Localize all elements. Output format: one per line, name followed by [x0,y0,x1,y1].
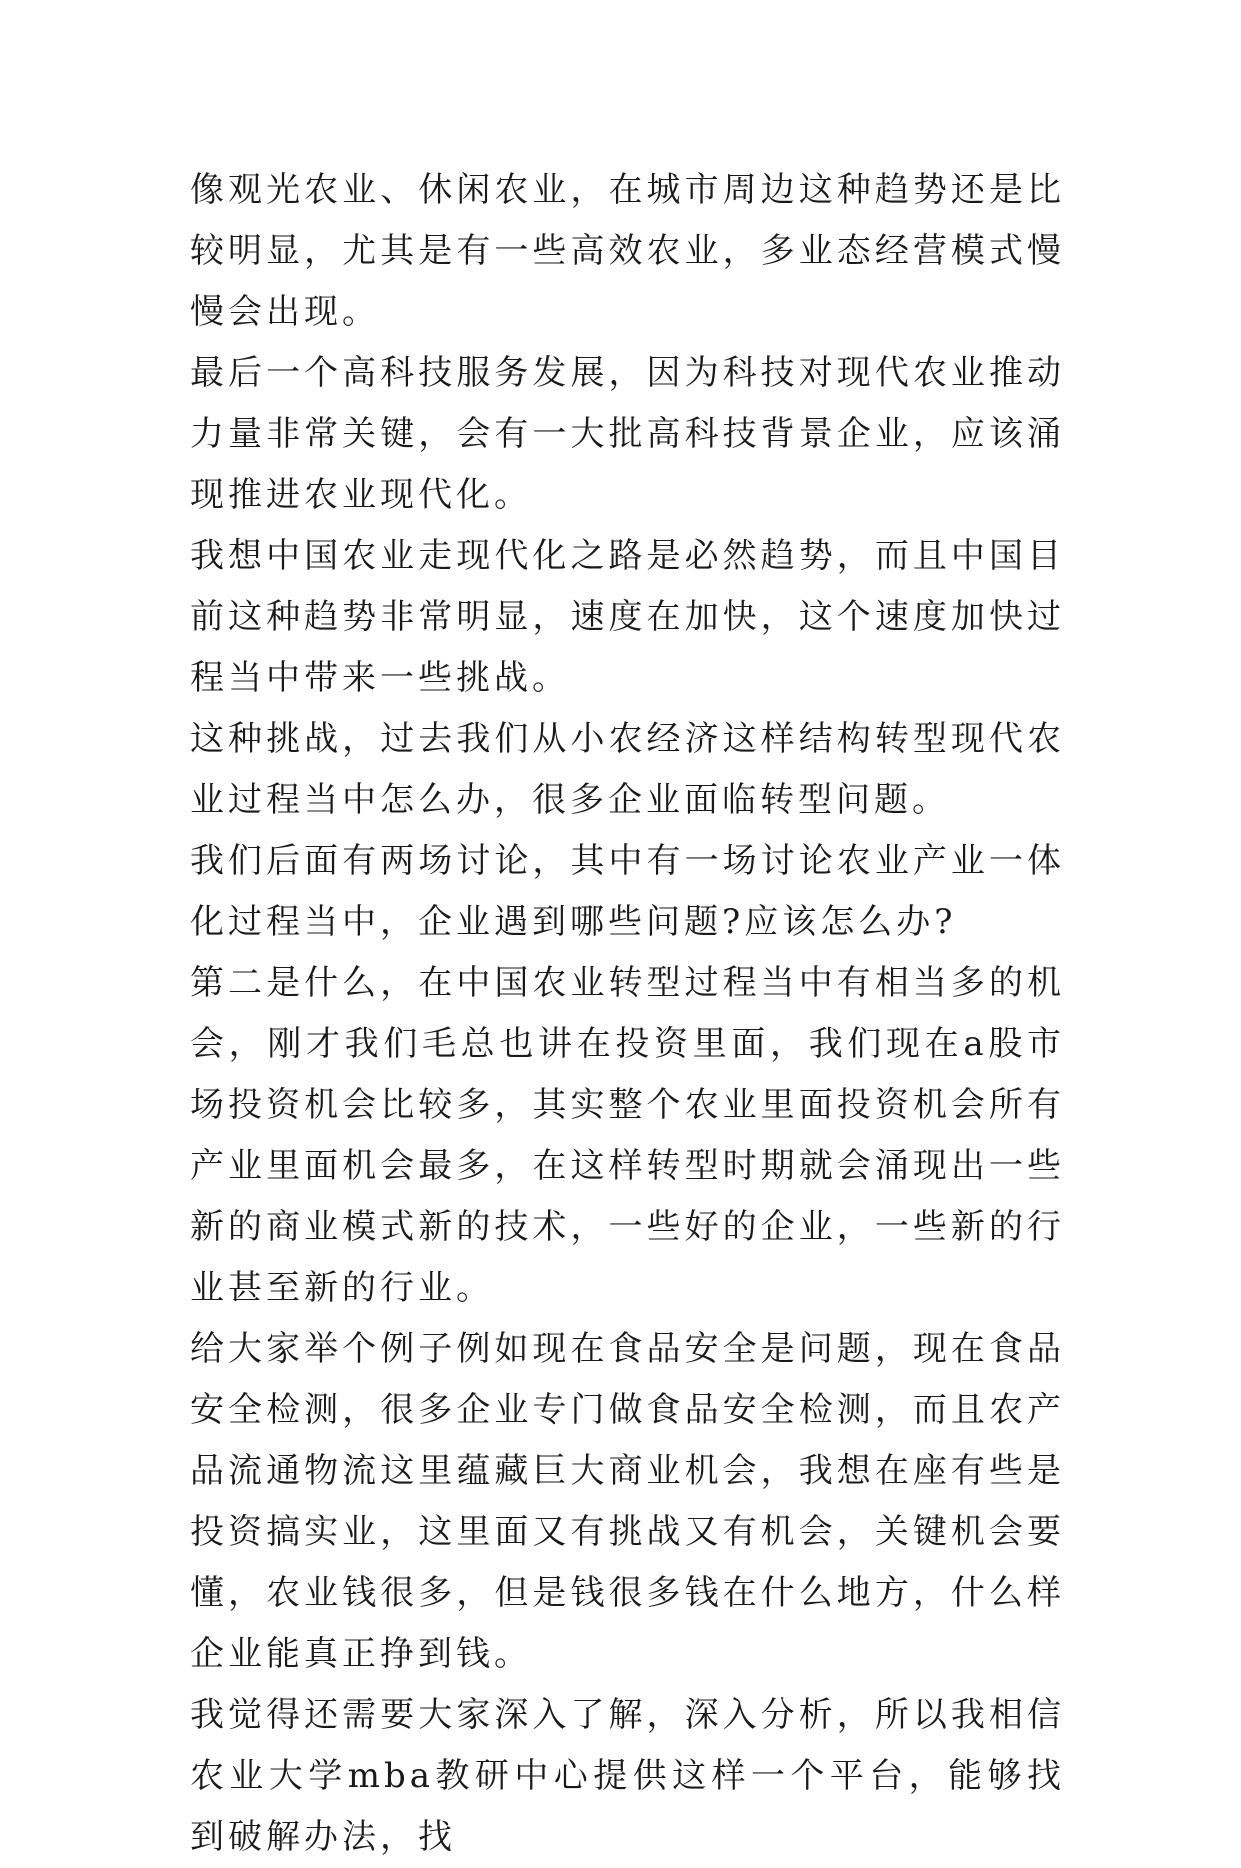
paragraph: 我觉得还需要大家深入了解，深入分析，所以我相信农业大学mba教研中心提供这样一个平台，能够找到破解办法，找 [190,1695,1065,1857]
paragraph: 第二是什么，在中国农业转型过程当中有相当多的机会，刚才我们毛总也讲在投资里面，我们现在a股市场投资机会比较多，其实整个农业里面投资机会所有产业里面机会最多，在这样转型时期就会涌现出一些新的商业模式新的技术，一些好的企业，一些新的行业甚至新的行业。 [190,963,1065,1308]
paragraph: 我想中国农业走现代化之路是必然趋势，而且中国目前这种趋势非常明显，速度在加快，这个速度加快过程当中带来一些挑战。 [190,536,1065,698]
paragraph: 给大家举个例子例如现在食品安全是问题，现在食品安全检测，很多企业专门做食品安全检测，而且农产品流通物流这里蕴藏巨大商业机会，我想在座有些是投资搞实业，这里面又有挑战又有机会，关键机会要懂，农业钱很多，但是钱很多钱在什么地方，什么样企业能真正挣到钱。 [190,1329,1065,1674]
paragraph: 我们后面有两场讨论，其中有一场讨论农业产业一体化过程当中，企业遇到哪些问题?应该怎么办? [190,841,1065,942]
document-body [190,160,1065,1868]
paragraph: 像观光农业、休闲农业，在城市周边这种趋势还是比较明显，尤其是有一些高效农业，多业态经营模式慢慢会出现。 [190,170,1065,332]
paragraph: 最后一个高科技服务发展，因为科技对现代农业推动力量非常关键，会有一大批高科技背景企业，应该涌现推进农业现代化。 [190,353,1065,515]
paragraph: 这种挑战，过去我们从小农经济这样结构转型现代农业过程当中怎么办，很多企业面临转型问题。 [190,719,1065,820]
